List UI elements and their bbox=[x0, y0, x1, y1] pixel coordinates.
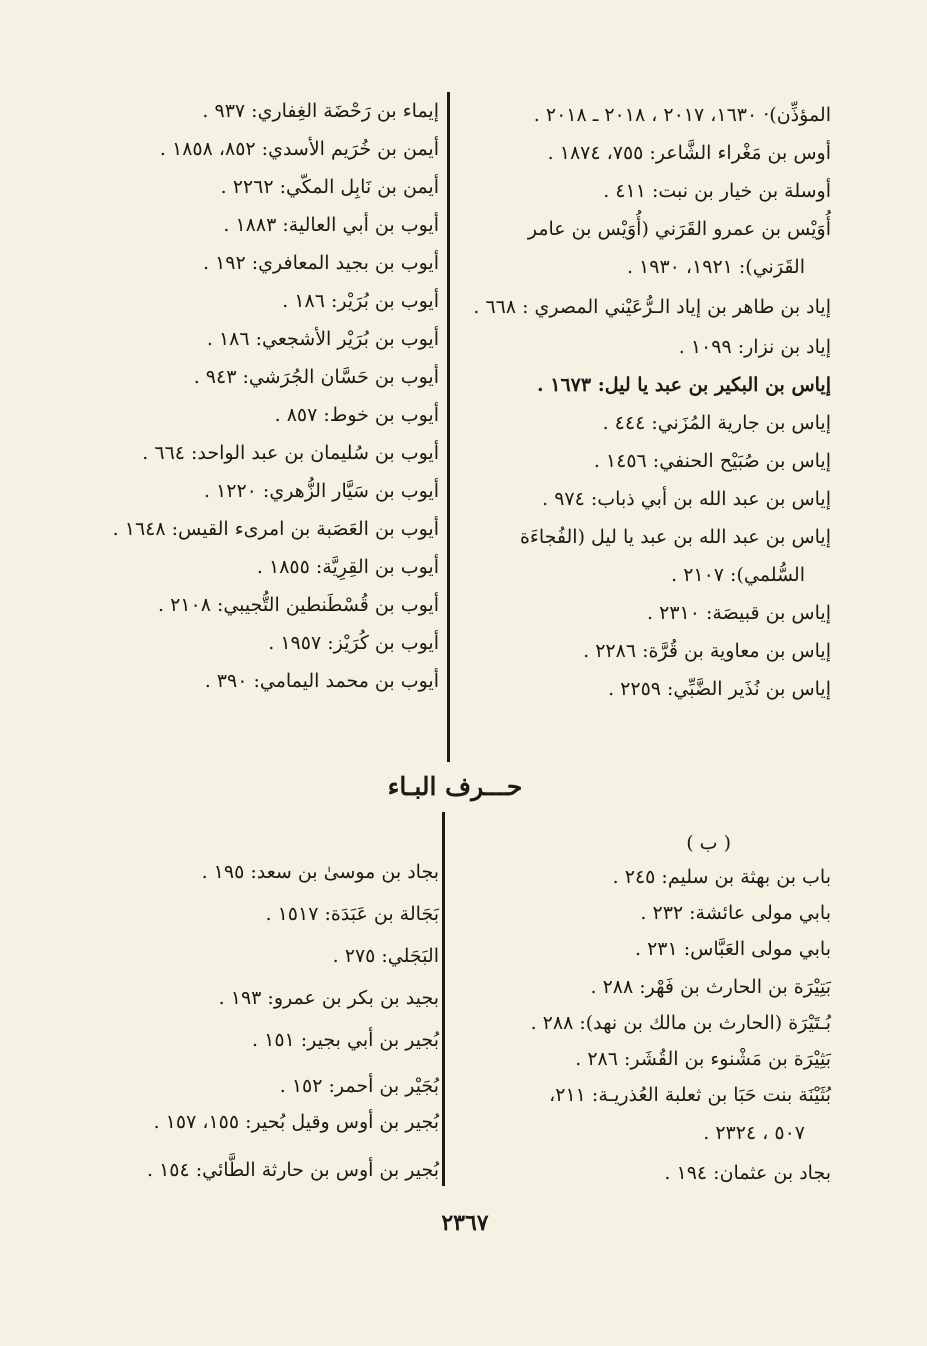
section-heading: حـــرف البـاء bbox=[387, 772, 523, 801]
index-entry: أُوَيْس بن عمرو القَرَني (أُوَيْس بن عامر bbox=[527, 218, 831, 240]
page-number: ٢٣٦٧ bbox=[441, 1210, 489, 1236]
index-entry: أيوب بن محمد اليمامي: ٣٩٠ . bbox=[204, 670, 439, 692]
index-entry: بُـتَيْرَة (الحارث بن مالك بن نهد): ٢٨٨ . bbox=[530, 1012, 831, 1034]
index-entry: أيوب بن سَيَّار الزُّهري: ١٢٢٠ . bbox=[203, 480, 439, 502]
column-divider-bottom bbox=[442, 812, 445, 1186]
index-entry: بَتِيْرَة بن الحارث بن فَهْر: ٢٨٨ . bbox=[590, 976, 831, 998]
index-entry: أيوب بن قُسْطَنطين التُّجيبي: ٢١٠٨ . bbox=[157, 594, 439, 616]
index-entry: إياس بن عبد الله بن أبي ذباب: ٩٧٤ . bbox=[542, 488, 831, 510]
index-entry-continuation: القَرَني): ١٩٢١، ١٩٣٠ . bbox=[626, 256, 805, 278]
index-entry: بُجير بن أوس وقيل بُحير: ١٥٥، ١٥٧ . bbox=[153, 1111, 439, 1133]
index-entry: بَجَالة بن عَبَدَة: ١٥١٧ . bbox=[265, 903, 439, 925]
index-entry: أيوب بن القِرِيَّة: ١٨٥٥ . bbox=[256, 556, 439, 578]
index-entry: إياس بن صُبَيْح الحنفي: ١٤٥٦ . bbox=[593, 450, 831, 472]
index-entry: إياس بن معاوية بن قُرَّة: ٢٢٨٦ . bbox=[583, 640, 831, 662]
index-entry: إياد بن طاهر بن إياد الـرُّعَيْني المصري : ٦٦٨ . bbox=[473, 296, 831, 318]
index-entry: بُثَيْنَة بنت حَبَا بن ثعلبة العُذريـة: ٢١١، bbox=[549, 1084, 831, 1106]
index-entry: أيوب بن أبي العالية: ١٨٨٣ . bbox=[223, 214, 439, 236]
letter-marker: ( ب ) bbox=[686, 832, 731, 854]
index-entry: أوسلة بن خيار بن نبت: ٤١١ . bbox=[603, 180, 831, 202]
index-entry: إياس بن قبيصَة: ٢٣١٠ . bbox=[647, 602, 831, 624]
index-entry: بجاد بن موسىٰ بن سعد: ١٩٥ . bbox=[201, 861, 439, 883]
index-entry: أوس بن مَغْراء الشَّاعر: ٧٥٥، ١٨٧٤ . bbox=[547, 142, 831, 164]
index-entry: إياد بن نزار: ١٠٩٩ . bbox=[678, 336, 831, 358]
index-entry: بابي مولى العَبَّاس: ٢٣١ . bbox=[634, 938, 831, 960]
column-divider-top bbox=[447, 92, 450, 762]
index-entry: أيوب بن بُرَيْر: ١٨٦ . bbox=[282, 290, 439, 312]
index-entry: أيمن بن نَابِل المكّي: ٢٢٦٢ . bbox=[220, 176, 439, 198]
index-entry: أيوب بن سُليمان بن عبد الواحد: ٦٦٤ . bbox=[142, 442, 439, 464]
index-entry: أيمن بن خُرَيم الأسدي: ٨٥٢، ١٨٥٨ . bbox=[159, 138, 439, 160]
index-entry: إيماء بن رَحْضَة الغِفاري: ٩٣٧ . bbox=[202, 100, 439, 122]
index-entry: أيوب بن بجيد المعافري: ١٩٢ . bbox=[202, 252, 439, 274]
index-entry-continuation: السُّلمي): ٢١٠٧ . bbox=[671, 564, 805, 586]
index-entry: بُجير بن أوس بن حارثة الطَّائي: ١٥٤ . bbox=[146, 1159, 439, 1181]
index-entry: إياس بن نُذَير الضَّبِّي: ٢٢٥٩ . bbox=[608, 678, 831, 700]
index-entry: إياس بن البكير بن عبد يا ليل: ١٦٧٣ . bbox=[537, 374, 831, 396]
index-entry: إياس بن جارية المُزَني: ٤٤٤ . bbox=[602, 412, 831, 434]
index-entry: بُجير بن أبي بجير: ١٥١ . bbox=[252, 1029, 439, 1051]
index-entry: بجيد بن بكر بن عمرو: ١٩٣ . bbox=[218, 987, 439, 1009]
index-entry: المؤذِّن)· ١٦٣٠، ٢٠١٧ ، ٢٠١٨ ـ ٢٠١٨ . bbox=[533, 104, 831, 126]
index-entry: بُجَيْر بن أحمر: ١٥٢ . bbox=[279, 1075, 439, 1097]
index-entry: باب بن بهثة بن سليم: ٢٤٥ . bbox=[612, 866, 831, 888]
index-entry: أيوب بن حَسَّان الجُرَشي: ٩٤٣ . bbox=[193, 366, 439, 388]
index-entry: أيوب بن بُرَيْر الأشجعي: ١٨٦ . bbox=[206, 328, 439, 350]
index-entry: بجاد بن عثمان: ١٩٤ . bbox=[664, 1162, 831, 1184]
index-entry: أيوب بن كُرَيْز: ١٩٥٧ . bbox=[268, 632, 439, 654]
index-entry: أيوب بن العَصَبة بن امرىء القيس: ١٦٤٨ . bbox=[112, 518, 439, 540]
index-entry: بَثِيْرَة بن مَشْنوء بن القُشَر: ٢٨٦ . bbox=[575, 1048, 831, 1070]
index-entry: البَجَلي: ٢٧٥ . bbox=[332, 945, 439, 967]
index-entry: بابي مولى عائشة: ٢٣٢ . bbox=[640, 902, 831, 924]
index-entry-continuation: ٥٠٧ ، ٢٣٢٤ . bbox=[703, 1122, 805, 1144]
index-entry: أيوب بن خوط: ٨٥٧ . bbox=[274, 404, 439, 426]
index-entry: إياس بن عبد الله بن عبد يا ليل (الفُجاءَة bbox=[519, 526, 831, 548]
